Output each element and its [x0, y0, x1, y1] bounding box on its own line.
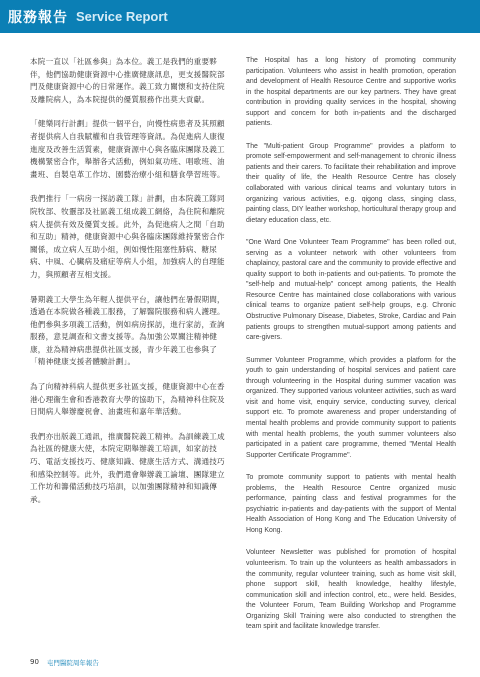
zh-paragraph: 我們推行「一病房一探訪義工隊」計劃，由本院義工隊同院牧部、牧靈部及社區義工組成義工網絡，為住院和離院病人提供有效及優質支援。此外，為促進病人之間「自助和互助」精神，健康資源中心與各臨床團隊維持緊密合作關係，成立病人互助小組，例如慢性阻塞性肺病、糖尿病、中風、心臟病及痛症等病人小組，加強病人的自理能力，與照顧者互相支援。: [30, 194, 225, 279]
zh-paragraph: 「健樂同行計劃」提供一個平台，向慢性病患者及其照顧者提供病人自我賦權和自我管理等資訊。為促進病人康復進度及改善生活質素，健康資源中心與各臨床團隊及義工機構緊密合作，舉辦各式活動，例如氣功班、唱歌班、油畫班、自製皂革工作坊、園藝治療小組和膳食學習班等。: [30, 119, 225, 179]
section-title-en: Service Report: [76, 9, 168, 24]
zh-paragraph: 暑期義工大學生為年輕人提供平台，讓他們在暑假期間，透過在本院做各種義工服務，了解醫院服務和病人護理。他們參與多項義工活動，例如病房探訪，進行家訪，查詢服務，意見調查和文書支援等。為加強公眾關注精神健康，並為精神病患提供社區支援，青少年義工也參與了「精神健康支援者體驗計劃」。: [30, 294, 225, 367]
page-footer: [30, 656, 99, 668]
zh-paragraph: 我們亦出版義工通訊，推廣醫院義工精神。為訓練義工成為社區的健康大使，本院定期舉辦義工培訓，如家訪技巧、電話支援技巧、健康知識、健康生活方式、溝通技巧和感染控制等。此外，我們還會舉辦義工論壇、團隊建立工作坊和籌備活動技巧培訓，以加強團隊精神和知識傳承。: [30, 431, 225, 504]
zh-paragraph: 為了向精神科病人提供更多社區支援，健康資源中心在香港心理衞生會和香港教育大學的協助下，為精神科住院及日間病人舉辦慶祝會、油畫班和嘉年華活動。: [30, 382, 225, 417]
zh-paragraph: 本院一直以「社區參與」為本位。義工是我們的重要夥伴，他們協助健康資源中心推廣健康訊息，更支援醫院部門及健康資源中心的日常運作。義工致力關懷和支持住院及離院病人，為本院提供的優質服務作出莫大貢獻。: [30, 57, 225, 104]
en-paragraph: The Hospital has a long history of promoting community participation. Volunteers who assist in health promotion, operation and development of Health Resource Centre and supportive works in the hospital departments are our key partners. They have great contribution in providing quality services in the hospital, showing support and concern for both in-patients and the discharged patients.: [246, 57, 456, 128]
en-paragraph: Volunteer Newsletter was published for promotion of hospital volunteerism. To train up the volunteers as health ambassadors in the community, regular volunteer training, such as home visit skill, phone support skill, health knowledge, healthy lifestyle, communication skill and infection control, etc., were held. Besides, the Volunteer Forum, Team Building Workshop and Programme Organizing Skill Training were also conducted to strengthen the team spirit and facilitate knowledge transfer.: [246, 549, 456, 631]
en-paragraph: Summer Volunteer Programme, which provides a platform for the youth to gain understanding of hospital services and patient care through volunteering in the Hospital during summer vacation was organized. They supported various volunteer activities, such as ward visit and home visit, enquiry service, conducting survey, clerical support etc. To promote awareness and proper understanding of mental health problems and provide community support to patients with mental health problems, the youth summer volunteers also participated in a patient care programme, themed "Mental Health Supporter Certificate Programme".: [246, 356, 456, 459]
en-paragraph: The "Multi-patient Group Programme" provides a platform to promote self-empowerment and self-management to chronic illness patients and their carers. To facilitate their rehabilitation and improve their quality of life, the Health Resource Centre has closely collaborated with various clinical teams and voluntary tutors in organizing various activities, e.g. qigong class, singing class, painting class, DIY leather workshop, horticultural therapy group and dietary education class, etc.: [246, 142, 456, 224]
section-header: [0, 0, 480, 33]
page-number: 90: [30, 658, 39, 666]
en-paragraph: "One Ward One Volunteer Team Programme" has been rolled out, serving as a volunteer network with other volunteers from chaplaincy, pastoral care and the community to provide effective and quality support to both in-patients and out-patients. To promote the "self-help and mutual-help" concept among patients, the Health Resource Centre has maintained close collaborations with various clinical teams to organize patient self-help groups, e.g. Chronic Obstructive Pulmonary Disease, Diabetes, Stroke, Cardiac and Pain patients groups to strengthen mutual-support among patients and care-givers.: [246, 239, 456, 342]
en-paragraph: To promote community support to patients with mental health problems, the Health Resource Centre organized music performance, painting class and festival programmes for the psychiatric in-patients and day-patients with the support of Mental Health Association of Hong Kong and The Education University of Hong Kong.: [246, 474, 456, 534]
english-column: [246, 56, 456, 645]
section-title-zh: 服務報告: [8, 9, 68, 26]
report-title: 屯門醫院周年報告: [46, 658, 99, 667]
chinese-column: [30, 56, 228, 518]
